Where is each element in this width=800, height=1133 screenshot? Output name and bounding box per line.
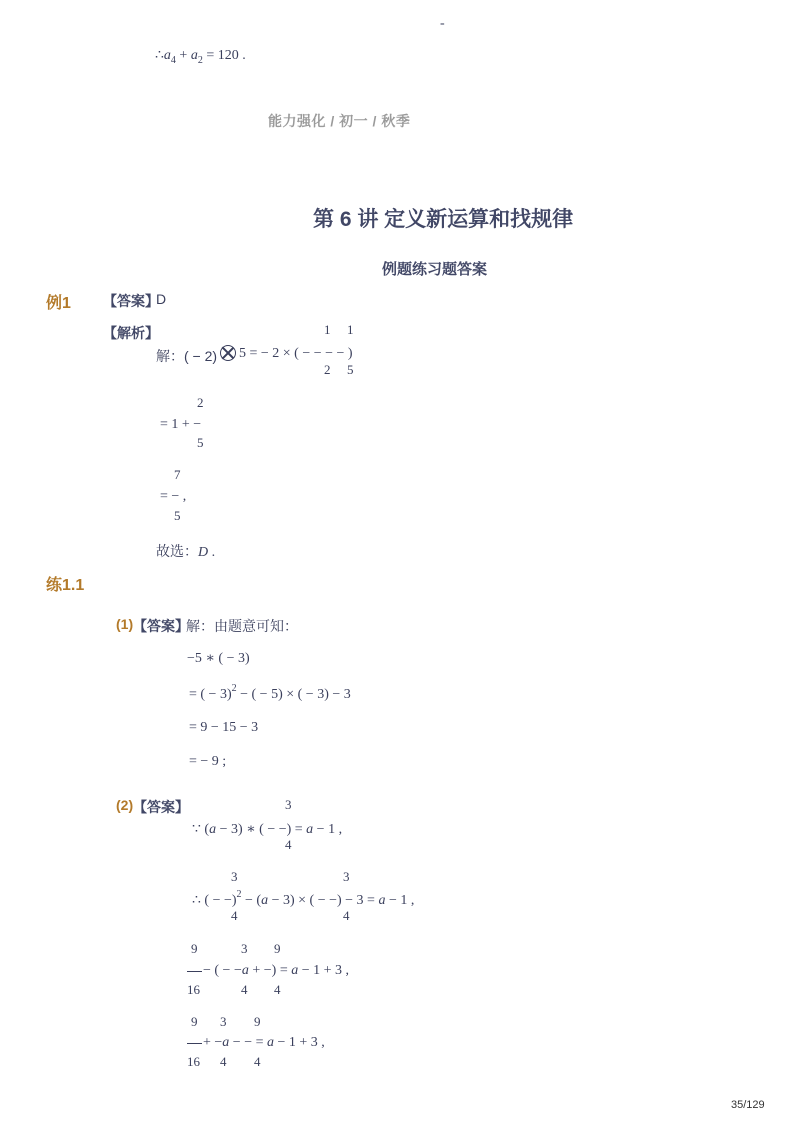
- var-a: a: [222, 1035, 230, 1050]
- var-a: a: [291, 963, 299, 978]
- math-line: = − ,: [160, 489, 187, 504]
- frac-numerator: 3: [241, 941, 248, 956]
- top-equation: [155, 47, 246, 64]
- frac-numerator: 7: [174, 467, 181, 482]
- choice-suffix: .: [208, 545, 216, 560]
- frac-numerator: 3: [343, 869, 350, 884]
- frac-numerator: 9: [191, 941, 198, 956]
- math-line: [192, 821, 342, 838]
- page-header: 能力强化 / 初一 / 秋季: [268, 113, 411, 129]
- math-part: + −: [203, 1035, 223, 1050]
- subscript-2: 2: [197, 55, 203, 66]
- page-number: 35/129: [731, 1099, 765, 1111]
- math-part: − (: [241, 893, 262, 908]
- frac-denominator: 4: [241, 982, 248, 997]
- var-a: a: [266, 1035, 274, 1050]
- var-a: a: [306, 822, 314, 837]
- var-a: a: [378, 893, 386, 908]
- frac-denominator: 4: [220, 1054, 227, 1069]
- frac-denominator: 16: [187, 1054, 200, 1069]
- frac-denominator: 16: [187, 982, 200, 997]
- math-part: − ( − 5) × ( − 3) − 3: [236, 687, 351, 702]
- page-title: 第 6 讲 定义新运算和找规律: [313, 208, 574, 231]
- frac-numerator: 9: [254, 1014, 261, 1029]
- answer-tag: 【答案】: [103, 293, 159, 309]
- superscript: 2: [236, 889, 242, 900]
- practice-label: 练1.1: [46, 577, 85, 594]
- math-part: − 3) ∗ ( − −) =: [216, 822, 307, 837]
- choice-line: [156, 541, 215, 561]
- part-number: (2): [116, 797, 134, 813]
- math-part: − ( − −: [203, 963, 242, 978]
- math-line: = 1 + −: [160, 417, 202, 432]
- frac-denominator: 4: [343, 908, 350, 923]
- math-line: 解：( − 2): [156, 348, 218, 364]
- var-a: a: [261, 893, 269, 908]
- math-line: = 9 − 15 − 3: [189, 720, 259, 735]
- answer-text: 解：由题意可知：: [186, 618, 298, 634]
- plus: +: [175, 48, 191, 63]
- math-part: ∵ (: [192, 822, 210, 837]
- top-dash: -: [440, 16, 445, 31]
- part-number: (1): [116, 616, 134, 632]
- frac-denominator: 2: [324, 362, 331, 377]
- section-subtitle: 例题练习题答案: [382, 261, 488, 278]
- math-part: − − =: [229, 1035, 267, 1050]
- frac-denominator: 4: [254, 1054, 261, 1069]
- frac-denominator: 5: [197, 435, 204, 450]
- math-line: [192, 889, 415, 909]
- math-part: − 1 + 3 ,: [273, 1035, 325, 1050]
- frac-denominator: 4: [274, 982, 281, 997]
- frac-denominator: 4: [231, 908, 238, 923]
- var-a: a: [241, 963, 249, 978]
- equation-rest: = 120 .: [202, 48, 246, 63]
- frac-numerator: 3: [285, 797, 292, 812]
- frac-denominator: 4: [285, 837, 292, 852]
- math-line: 5 = − 2 × ( − − − − ): [239, 346, 353, 361]
- frac-denominator: 5: [174, 508, 181, 523]
- answer-value: D: [156, 291, 167, 307]
- fraction-bar: [187, 1043, 202, 1044]
- choice-prefix: 故选：: [156, 543, 198, 559]
- math-part: = ( − 3): [189, 687, 232, 702]
- math-line: [203, 1035, 325, 1051]
- math-part: − 1 + 3 ,: [298, 963, 350, 978]
- choice-var: D: [198, 545, 209, 560]
- math-part: + −) =: [248, 963, 292, 978]
- superscript: 2: [231, 683, 237, 694]
- subscript-4: 4: [170, 55, 176, 66]
- example-label: 例1: [46, 295, 71, 312]
- frac-numerator: 9: [274, 941, 281, 956]
- math-line: [203, 963, 349, 979]
- math-part: ∴ ( − −): [192, 893, 237, 908]
- math-part: − 3) × ( − −) − 3 =: [268, 893, 379, 908]
- analysis-tag: 【解析】: [103, 325, 159, 341]
- math-part: − 1 ,: [313, 822, 343, 837]
- math-line: [189, 683, 351, 703]
- var-a: a: [209, 822, 217, 837]
- var-a-2: a: [190, 48, 198, 63]
- math-part: − 1 ,: [385, 893, 415, 908]
- frac-numerator: 1: [324, 322, 331, 337]
- frac-numerator: 3: [231, 869, 238, 884]
- frac-numerator: 3: [220, 1014, 227, 1029]
- math-line: −5 ∗ ( − 3): [187, 651, 250, 666]
- frac-denominator: 5: [347, 362, 354, 377]
- frac-numerator: 9: [191, 1014, 198, 1029]
- var-a: a: [163, 48, 171, 63]
- therefore-symbol: ∴: [155, 48, 164, 63]
- answer-tag: 【答案】: [133, 618, 189, 634]
- math-line: = − 9 ;: [189, 754, 227, 769]
- frac-numerator: 2: [197, 395, 204, 410]
- fraction-bar: [187, 971, 202, 972]
- frac-numerator: 1: [347, 322, 354, 337]
- answer-tag: 【答案】: [133, 799, 189, 815]
- otimes-icon: [220, 345, 236, 361]
